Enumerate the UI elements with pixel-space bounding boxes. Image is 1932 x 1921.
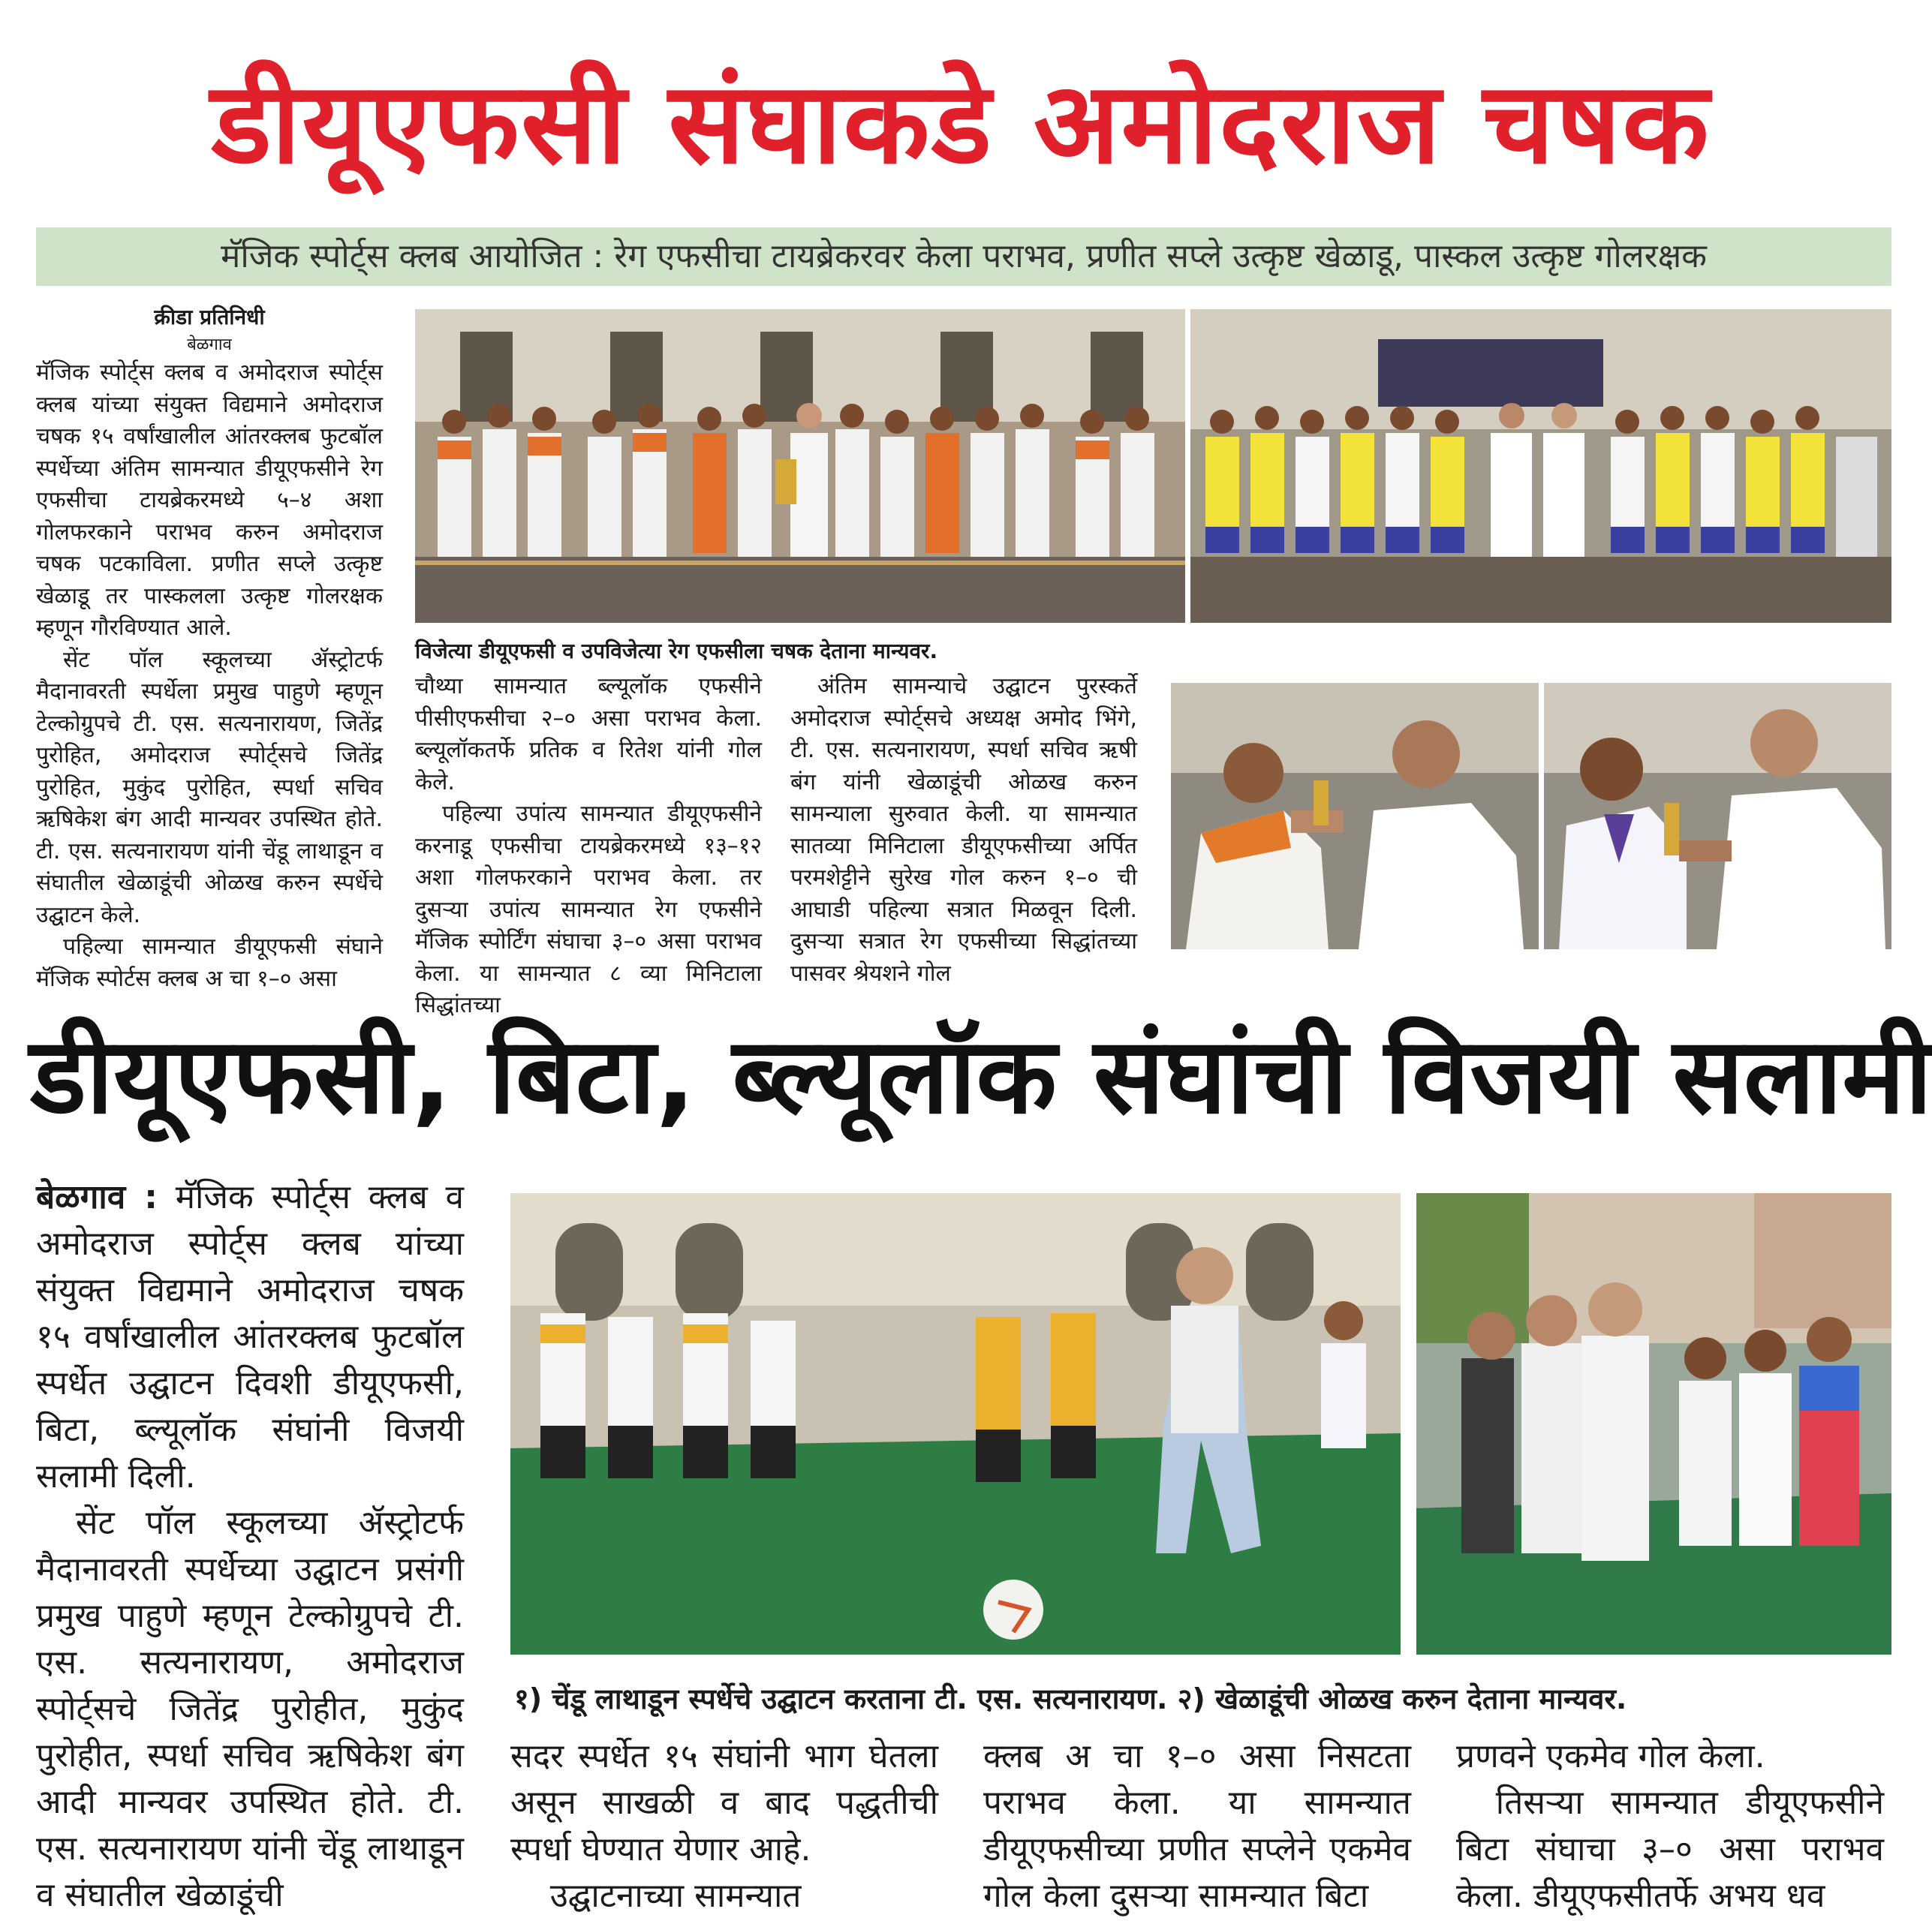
award-photo-1: [1171, 683, 1539, 949]
story2-column-2: [510, 1733, 938, 1921]
paragraph: क्लब अ चा १–० असा निसटता पराभव केला. या सामन्यात डीयूएफसीच्या प्रणीत सप्लेने एकमेव गोल केला दुसऱ्या सामन्यात बिटा: [983, 1737, 1411, 1915]
story1-photo-caption: विजेत्या डीयूएफसी व उपविजेत्या रेग एफसीला चषक देताना मान्यवर.: [415, 639, 938, 663]
story1-column-1: [36, 302, 383, 992]
paragraph: सेंट पॉल स्कूलच्या ॲस्ट्रोटर्फ मैदानावरती स्पर्धेच्या उद्घाटन प्रसंगी प्रमुख पाहुणे म्हणून टेल्कोग्रुपचे टी. एस. सत्यनारायण, अमोदराज स्पोर्ट्सचे जितेंद्र पुरोहीत, मुकुंद पुरोहीत, स्पर्धा सचिव ऋषिकेश बंग आदी मान्यवर उपस्थित होते. टी. एस. सत्यनारायण यांनी चेंडू लाथाडून व संघातील खेळाडूंची: [36, 1504, 464, 1914]
story2-column-1: [36, 1174, 464, 1921]
paragraph-text: मॅजिक स्पोर्ट्स क्लब व अमोदराज स्पोर्ट्स क्लब यांच्या संयुक्त विद्यमाने अमोदराज चषक १५ वर्षांखालील आंतरक्लब फुटबॉल स्पर्धेत उद्घाटन दिवशी डीयूएफसी, बिटा, ब्ल्यूलॉक संघांनी विजयी सलामी दिली.: [36, 1178, 464, 1496]
place: बेळगाव: [187, 335, 232, 354]
introduction-photo: [1416, 1193, 1891, 1655]
kickoff-photo: [510, 1193, 1401, 1655]
story2-column-4: [1456, 1733, 1884, 1921]
paragraph: उद्घाटनाच्या सामन्यात: [549, 1877, 802, 1915]
award-photo-2: [1544, 683, 1891, 949]
paragraph: सदर स्पर्धेत १५ संघांनी भाग घेतला असून साखळी व बाद पद्धतीची स्पर्धा घेण्यात येणार आहे.: [510, 1737, 938, 1868]
dateline: बेळगाव :: [36, 1178, 158, 1216]
paragraph: मॅजिक स्पोर्ट्स क्लब व अमोदराज स्पोर्ट्स क्लब यांच्या संयुक्त विद्यमाने अमोदराज चषक १५ वर्षांखालील आंतरक्लब फुटबॉल स्पर्धेच्या अंतिम सामन्यात डीयूएफसीने रेग एफसीचा टायब्रेकरमध्ये ५–४ अशा गोलफरकाने पराभव करुन अमोदराज चषक पटकाविला. प्रणीत सप्ले उत्कृष्ट खेळाडू तर पास्कलला उत्कृष्ट गोलरक्षक म्हणून गौरविण्यात आले.: [36, 359, 383, 641]
paragraph: सेंट पॉल स्कूलच्या ॲस्ट्रोटर्फ मैदानावरती स्पर्धेला प्रमुख पाहुणे म्हणून टेल्कोग्रुपचे टी. एस. सत्यनारायण, जितेंद्र पुरोहित, अमोदराज स्पोर्ट्सचे जितेंद्र पुरोहित, मुकुंद पुरोहित, स्पर्धा सचिव ऋषिकेश बंग आदी मान्यवर उपस्थित होते. टी. एस. सत्यनारायण यांनी चेंडू लाथाडून व संघातील खेळाडूंची ओळख करुन स्पर्धेचे उद्घाटन केले.: [36, 646, 383, 928]
story2-photo-caption: १) चेंडू लाथाडून स्पर्धेचे उद्घाटन करताना टी. एस. सत्यनारायण. २) खेळाडूंची ओळख करुन देताना मान्यवर.: [514, 1682, 1627, 1715]
paragraph: अंतिम सामन्याचे उद्घाटन पुरस्कर्ते अमोदराज स्पोर्ट्सचे अध्यक्ष अमोद भिंगे, टी. एस. सत्यनारायण, स्पर्धा सचिव ऋषी बंग यांनी खेळाडूंची ओळख करुन सामन्याला सुरुवात केली. या सामन्यात सातव्या मिनिटाला डीयूएफसीच्या अर्पित परमशेट्टीने सुरेख गोल करुन १–० ची आघाडी पहिल्या सत्रात मिळवून दिली. दुसऱ्या सत्रात रेग एफसीच्या सिद्धांतच्या पासवर श्रेयशने गोल: [790, 673, 1137, 987]
paragraph: पहिल्या सामन्यात डीयूएफसी संघाने मॅजिक स्पोर्टस क्लब अ चा १–० असा: [36, 933, 383, 992]
paragraph: पहिल्या उपांत्य सामन्यात डीयूएफसीने करनाडू एफसीचा टायब्रेकरमध्ये १३–१२ अशा गोलफरकाने पराभव केला. तर दुसऱ्या उपांत्य सामन्यात रेग एफसीने मॅजिक स्पोर्टिंग संघाचा ३–० असा पराभव केला. या सामन्यात ८ व्या मिनिटाला सिद्धांतच्या: [415, 801, 762, 1018]
story2-column-3: [983, 1733, 1411, 1921]
story1-column-2: [415, 671, 762, 1018]
byline: क्रीडा प्रतिनिधी: [154, 305, 265, 329]
paragraph: [36, 1174, 464, 1500]
story1-headline: डीयूएफसी संघाकडे अमोदराज चषक: [211, 59, 1711, 189]
paragraph: चौथ्या सामन्यात ब्ल्यूलॉक एफसीने पीसीएफसीचा २–० असा पराभव केला. ब्ल्यूलॉकतर्फे प्रतिक व रितेश यांनी गोल केले.: [415, 673, 762, 795]
story2-headline: डीयूएफसी, बिटा, ब्ल्यूलॉक संघांची विजयी सलामी: [30, 1015, 1932, 1138]
trophy-photo-reg: [1190, 309, 1891, 623]
story1-subheadline: मॅजिक स्पोर्ट्स क्लब आयोजित : रेग एफसीचा टायब्रेकरवर केला पराभव, प्रणीत सप्ले उत्कृष्ट खेळाडू, पास्कल उत्कृष्ट गोलरक्षक: [36, 227, 1891, 286]
story1-column-3: [790, 671, 1137, 987]
paragraph: तिसऱ्या सामन्यात डीयूएफसीने बिटा संघाचा ३–० असा पराभव केला. डीयूएफसीतर्फे अभय धव: [1456, 1784, 1884, 1915]
paragraph: प्रणवने एकमेव गोल केला.: [1456, 1737, 1765, 1775]
trophy-photo-duf: [415, 309, 1185, 623]
